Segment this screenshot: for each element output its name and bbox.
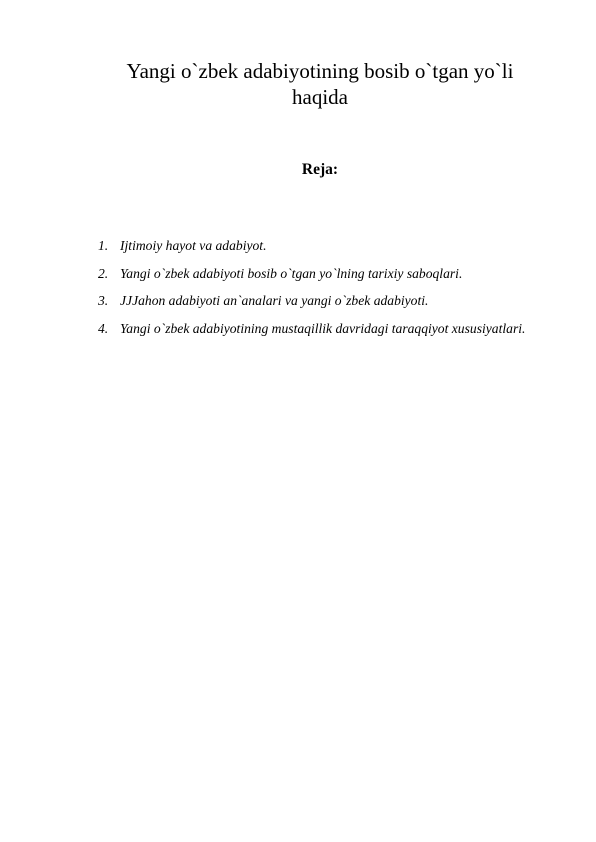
plan-item-number: 4. [98,320,109,336]
title-line-1: Yangi o`zbek adabiyotining bosib o`tgan yo`li [126,59,514,83]
plan-item-number: 1. [98,238,109,253]
document-title [60,58,580,110]
plan-item [98,260,558,288]
plan-item-text: Ijtimoiy hayot va adabiyot. [120,238,267,253]
plan-item-number: 3. [98,293,109,308]
plan-item [98,287,558,315]
plan-heading: Reja: [301,161,339,178]
plan-list [98,232,558,342]
plan-item-text: Yangi o`zbek adabiyoti bosib o`tgan yo`lning tarixiy saboqlari. [120,265,463,281]
plan-item [98,315,558,343]
plan-item-number: 2. [98,265,109,281]
plan-item-text: Yangi o`zbek adabiyotining mustaqillik davridagi taraqqiyot xususiyatlari. [120,320,526,336]
plan-item [98,232,558,260]
title-line-2: haqida [292,85,348,109]
plan-item-text: JJJahon adabiyoti an`analari va yangi o`zbek adabiyoti. [120,293,429,308]
